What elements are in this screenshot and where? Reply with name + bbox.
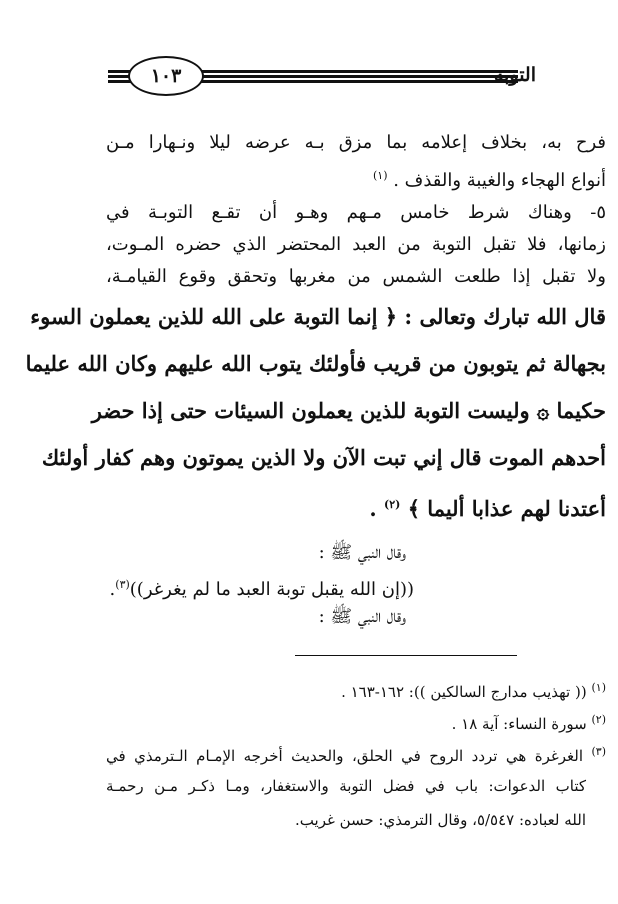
page-number: ١٠٣ [150, 65, 182, 87]
quran-line-1: قال الله تبارك وتعالى : ﴿ إنما التوبة على الله للذين يعملون السوء [30, 304, 606, 329]
body-line-5: ولا تقبل إذا طلعت الشمس من مغربها وتحقق وقوع القيامـة، [106, 266, 606, 287]
footnote-ref-3: (٣) [115, 578, 130, 591]
body-line-3: ٥- وهناك شرط خامس مـهم وهـو أن تقـع التوبـة في [106, 202, 606, 223]
footnote-3-line-3: الله لعباده: ٥/٥٤٧، وقال الترمذي: حسن غريب. [295, 811, 586, 829]
hadith-text: ((إن الله يقبل توبة العبد ما لم يغرغر))$^{(٣)}$. [109, 578, 414, 600]
quran-line-2: بجهالة ثم يتوبون من قريب فأولئك يتوب الله عليهم وكان الله عليما [25, 351, 606, 376]
running-title: التوبة [493, 64, 536, 86]
footnote-ref-1: (١) [372, 169, 388, 182]
hadith-intro-1: وقال النبي ﷺ : [318, 542, 406, 563]
quran-line-4: أحدهم الموت قال إني تبت الآن ولا الذين يموتون وهم كفار أولئك [41, 445, 606, 470]
body-line-2: أنواع الهجاء والغيبة والقذف . $^{(١)}$ [372, 169, 606, 191]
body-line-1: فرح به، بخلاف إعلامه بما مزق بـه عرضه ليلا ونـهارا مـن [106, 132, 606, 153]
footnote-1: $^{(١)}$ (( تهذيب مدارج السالكين )): ١٦٢-١٦٣ . [341, 681, 606, 701]
body-line-4: زمانها، فلا تقبل التوبة من العبد المحتضر الذي حضره المـوت، [106, 234, 606, 255]
footnote-2: $^{(٢)}$ سورة النساء: آية ١٨ . [451, 713, 606, 733]
footnote-rule [295, 655, 517, 656]
footnote-3-line-2: كتاب الدعوات: باب في فضل التوبة والاستغفار، ومـا ذكـر مـن رحمـة [106, 777, 586, 795]
footnote-ref-2: (٢) [384, 498, 401, 511]
quran-line-3: حكيما ۞ وليست التوبة للذين يعملون السيئات حتى إذا حضر [91, 398, 606, 423]
quran-line-5: أعتدنا لهم عذابا أليما ﴾ $^{(٢)}$ . [369, 496, 606, 521]
footnote-3: $^{(٣)}$ الغرغرة هي تردد الروح في الحلق، والحديث أخرجه الإمـام الـترمذي في [106, 745, 606, 765]
hadith-intro-2: وقال النبي ﷺ : [318, 606, 406, 627]
